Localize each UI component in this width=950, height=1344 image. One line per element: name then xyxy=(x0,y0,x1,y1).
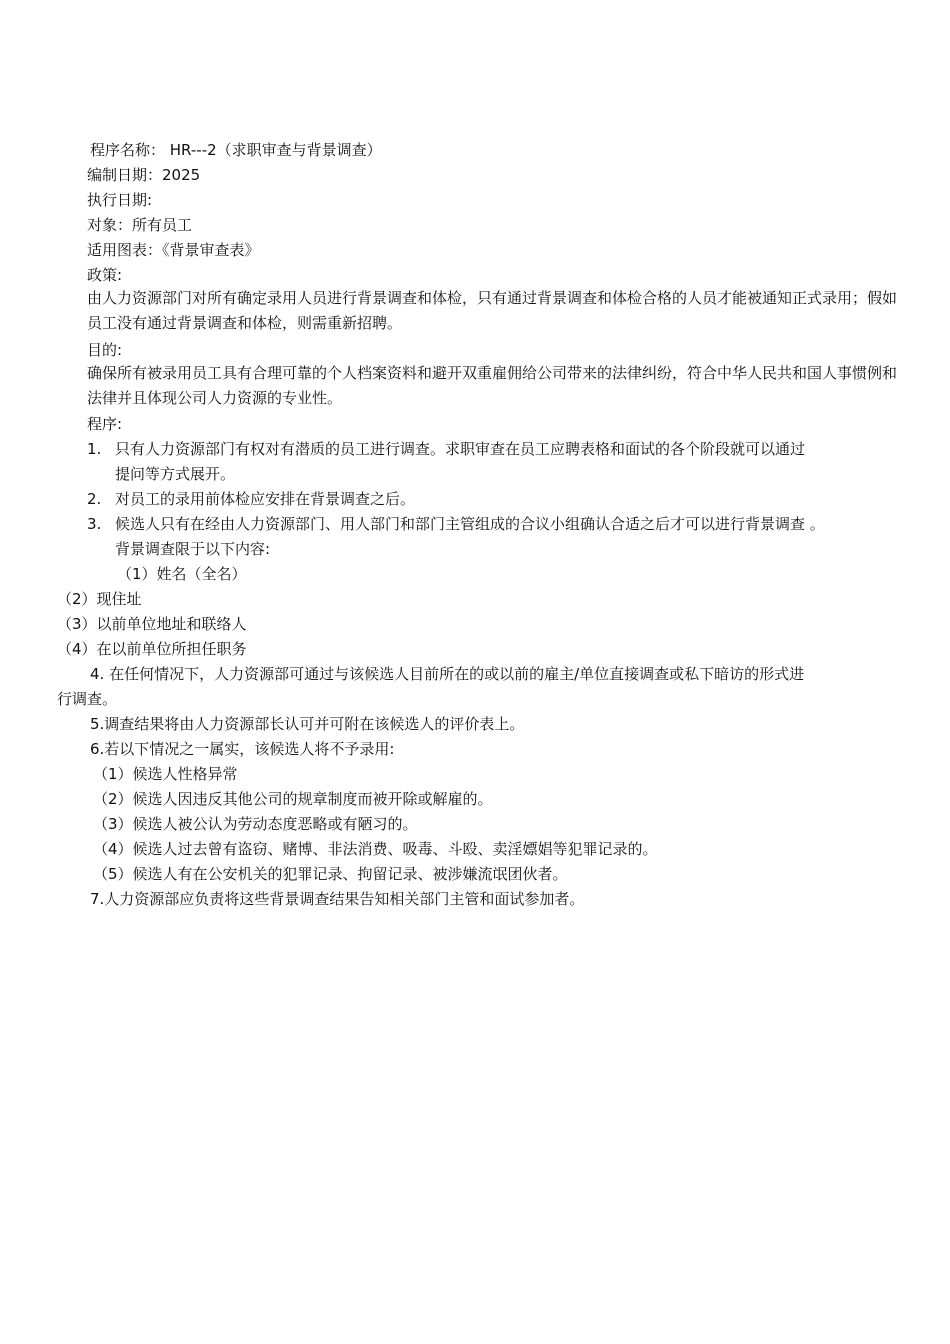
procedure-item-6: 6.若以下情况之一属实，该候选人将不予录用: xyxy=(90,740,395,758)
purpose-label: 目的: xyxy=(87,341,123,359)
item-text: 候选人只有在经由人力资源部门、用人部门和部门主管组成的合议小组确认合适之后才可以进行背景调查 。 xyxy=(115,515,825,533)
item-number: 2. xyxy=(87,490,102,508)
item-text: 只有人力资源部门有权对有潜质的员工进行调查。求职审查在员工应聘表格和面试的各个阶段就可以通过 xyxy=(115,440,806,458)
reject-item-2: （2）候选人因违反其他公司的规章制度而被开除或解雇的。 xyxy=(93,790,493,808)
item-number: 3. xyxy=(87,515,102,533)
procedure-item-5: 5.调查结果将由人力资源部长认可并可附在该候选人的评价表上。 xyxy=(90,715,525,733)
procedure-item-2 xyxy=(87,489,415,509)
scope-item-3: （3）以前单位地址和联络人 xyxy=(57,615,247,633)
reject-item-1: （1）候选人性格异常 xyxy=(93,765,238,783)
item-number: 1. xyxy=(87,440,102,458)
exec-date: 执行日期: xyxy=(87,191,153,209)
procedure-item-7: 7.人力资源部应负责将这些背景调查结果告知相关部门主管和面试参加者。 xyxy=(90,890,585,908)
reject-item-4: （4）候选人过去曾有盗窃、赌博、非法消费、吸毒、斗殴、卖淫嫖娼等犯罪记录的。 xyxy=(93,840,658,858)
scope-item-1: （1）姓名（全名） xyxy=(117,565,247,583)
reject-item-3: （3）候选人被公认为劳动态度恶略或有陋习的。 xyxy=(93,815,418,833)
target-audience: 对象：所有员工 xyxy=(87,216,193,234)
purpose-text: 确保所有被录用员工具有合理可靠的个人档案资料和避开双重雇佣给公司带来的法律纠纷，符合中华人民共和国人事惯例和法律并且体现公司人力资源的专业性。 xyxy=(87,364,898,407)
scope-item-4: （4）在以前单位所担任职务 xyxy=(57,640,247,658)
procedure-item-3-cont: 背景调查限于以下内容: xyxy=(115,540,271,558)
item-text: 对员工的录用前体检应安排在背景调查之后。 xyxy=(115,490,416,508)
applicable-forms: 适用图表：《背景审查表》 xyxy=(87,241,260,259)
policy-text: 由人力资源部门对所有确定录用人员进行背景调查和体检，只有通过背景调查和体检合格的人员才能被通知正式录用；假如员工没有通过背景调查和体检，则需重新招聘。 xyxy=(87,289,898,332)
compile-date: 编制日期：2025 xyxy=(87,166,201,184)
procedure-item-3 xyxy=(87,514,825,534)
scope-item-2: （2）现住址 xyxy=(57,590,142,608)
procedure-item-1-cont: 提问等方式展开。 xyxy=(115,465,236,483)
procedure-item-1 xyxy=(87,439,805,459)
procedure-label: 程序: xyxy=(87,415,123,433)
program-name: 程序名称： HR---2（求职审查与背景调查） xyxy=(90,141,382,159)
procedure-item-4-cont: 行调查。 xyxy=(57,690,118,708)
procedure-item-4: 4. 在任何情况下，人力资源部可通过与该候选人目前所在的或以前的雇主/单位直接调查或私下暗访的形式进 xyxy=(90,665,805,683)
reject-item-5: （5）候选人有在公安机关的犯罪记录、拘留记录、被涉嫌流氓团伙者。 xyxy=(93,865,568,883)
policy-label: 政策: xyxy=(87,266,123,284)
